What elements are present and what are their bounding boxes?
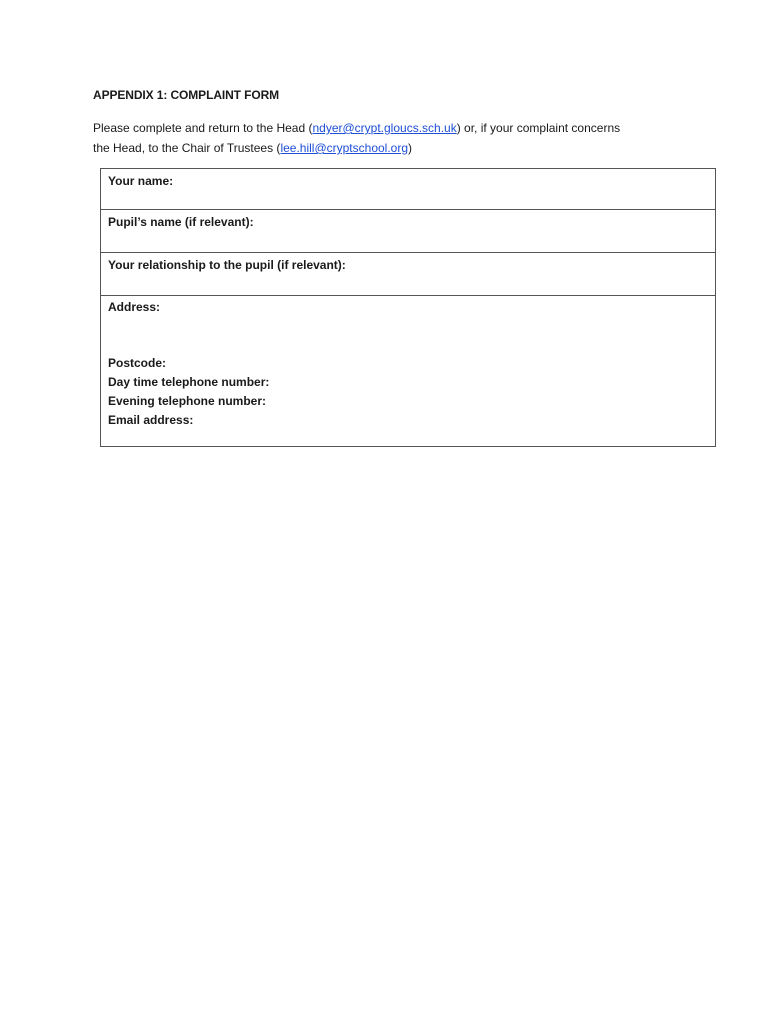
intro-text-1: Please complete and return to the Head ( <box>93 121 313 135</box>
intro-text-2: ) or, if your complaint concerns <box>456 121 621 135</box>
pupil-name-label: Pupil’s name (if relevant): <box>108 215 254 229</box>
page-title: APPENDIX 1: COMPLAINT FORM <box>93 88 280 102</box>
address-space <box>108 317 708 354</box>
relationship-field[interactable] <box>101 253 715 296</box>
intro-text-4: ) <box>408 141 413 155</box>
complaint-form-table <box>100 168 716 447</box>
address-label: Address: <box>108 300 161 314</box>
contact-details-field[interactable] <box>101 296 715 446</box>
postcode-label: Postcode: <box>108 356 167 370</box>
your-name-field[interactable] <box>101 169 715 210</box>
intro-paragraph <box>93 118 693 158</box>
chair-email-link[interactable]: lee.hill@cryptschool.org <box>280 141 409 155</box>
email-address-label: Email address: <box>108 413 194 427</box>
head-email-link[interactable]: ndyer@crypt.gloucs.sch.uk <box>312 121 457 135</box>
pupil-name-field[interactable] <box>101 210 715 253</box>
relationship-label: Your relationship to the pupil (if relevant): <box>108 258 346 272</box>
daytime-phone-label: Day time telephone number: <box>108 375 270 389</box>
evening-phone-label: Evening telephone number: <box>108 394 267 408</box>
intro-text-3: the Head, to the Chair of Trustees ( <box>93 141 281 155</box>
your-name-label: Your name: <box>108 174 174 188</box>
